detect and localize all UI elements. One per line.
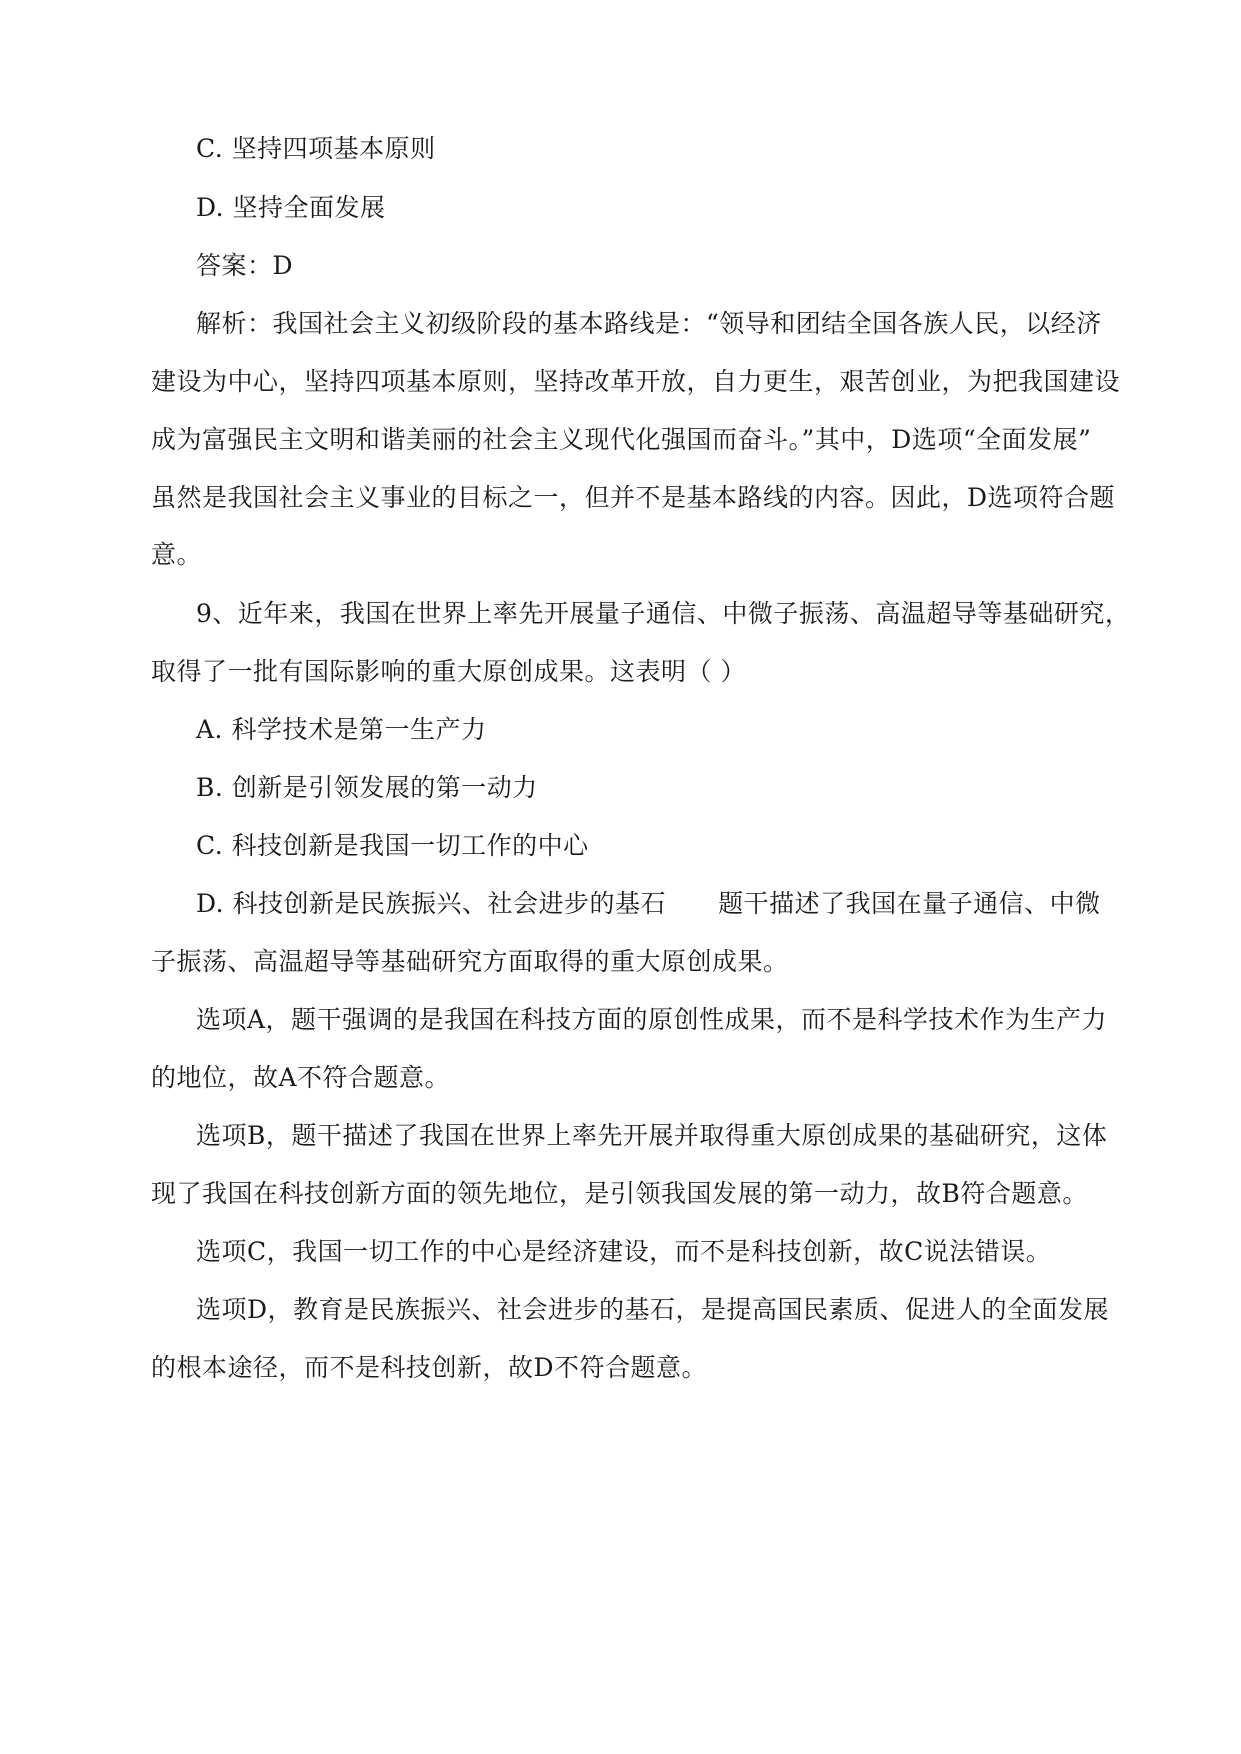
q9-analysis-intro-cont: 子振荡、高温超导等基础研究方面取得的重大原创成果。 [151, 947, 789, 976]
q9-explain-b-line: 现了我国在科技创新方面的领先地位，是引领我国发展的第一动力，故B符合题意。 [151, 1179, 1088, 1208]
q9-option-c: C. 科技创新是我国一切工作的中心 [196, 831, 589, 860]
q9-explain-d-line: 选项D，教育是民族振兴、社会进步的基石，是提高国民素质、促进人的全面发展 [196, 1295, 1110, 1324]
q9-explain-c: 选项C，我国一切工作的中心是经济建设，而不是科技创新，故C说法错误。 [196, 1237, 1052, 1266]
q8-analysis-line: 意。 [151, 540, 203, 569]
q9-option-d: D. 科技创新是民族振兴、社会进步的基石 [196, 889, 667, 918]
q9-explain-b-line: 选项B，题干描述了我国在世界上率先开展并取得重大原创成果的基础研究，这体 [196, 1121, 1108, 1150]
q9-analysis-intro: 题干描述了我国在量子通信、中微 [718, 889, 1101, 918]
q9-explain-d-line: 的根本途径，而不是科技创新，故D不符合题意。 [151, 1353, 708, 1382]
q9-stem-line: 取得了一批有国际影响的重大原创成果。这表明（ ） [151, 657, 746, 686]
q8-answer: 答案：D [196, 251, 294, 280]
q8-analysis-line: 建设为中心，坚持四项基本原则，坚持改革开放，自力更生，艰苦创业，为把我国建设 [151, 367, 1121, 396]
q9-option-b: B. 创新是引领发展的第一动力 [196, 773, 538, 802]
q9-option-a: A. 科学技术是第一生产力 [196, 715, 487, 744]
q8-analysis-line: 解析：我国社会主义初级阶段的基本路线是：“领导和团结全国各族人民，以经济 [196, 309, 1102, 338]
q9-explain-a-line: 的地位，故A不符合题意。 [151, 1063, 451, 1092]
q8-option-c: C. 坚持四项基本原则 [196, 134, 436, 163]
q9-explain-a-line: 选项A，题干强调的是我国在科技方面的原创性成果，而不是科学技术作为生产力 [196, 1005, 1108, 1034]
q9-stem-line: 9、近年来，我国在世界上率先开展量子通信、中微子振荡、高温超导等基础研究， [196, 599, 1131, 628]
q9-option-d-line [196, 887, 1101, 921]
q8-analysis-line: 成为富强民主文明和谐美丽的社会主义现代化强国而奋斗。”其中，D选项“全面发展” [151, 425, 1092, 454]
q8-analysis-line: 虽然是我国社会主义事业的目标之一，但并不是基本路线的内容。因此，D选项符合题 [151, 483, 1116, 512]
q8-option-d: D. 坚持全面发展 [196, 193, 386, 222]
